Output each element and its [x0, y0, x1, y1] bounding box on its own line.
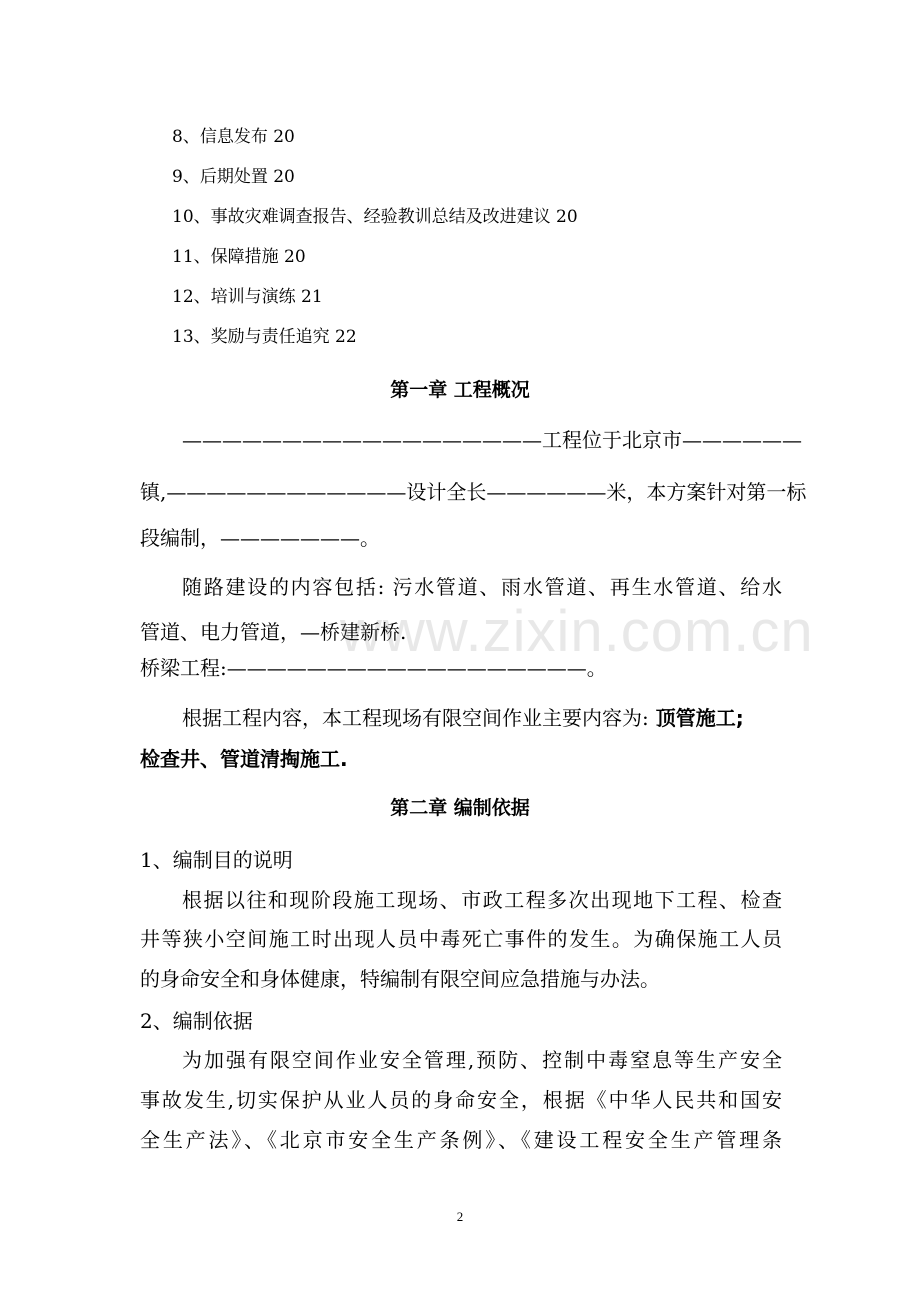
paragraph-line: 为加强有限空间作业安全管理,预防、控制中毒窒息等生产安全 [182, 1048, 782, 1072]
chapter-2-title: 第二章 编制依据 [390, 797, 530, 819]
paragraph-line: ——————————————————工程位于北京市—————— [182, 428, 802, 452]
paragraph-line: 管道、电力管道，—桥建新桥. [140, 620, 407, 644]
paragraph-line: 随路建设的内容包括: 污水管道、雨水管道、再生水管道、给水 [182, 575, 782, 599]
toc-item: 10、事故灾难调查报告、经验教训总结及改进建议 20 [172, 207, 578, 227]
chapter-1-title: 第一章 工程概况 [390, 379, 530, 401]
paragraph-line: 全生产法》、《北京市安全生产条例》、《建设工程安全生产管理条 [140, 1128, 782, 1152]
paragraph-line: 镇,————————————设计全长——————米，本方案针对第一标 [140, 480, 807, 504]
paragraph-line: 段编制，———————。 [140, 526, 380, 550]
highlighted-text: 顶管施工; [648, 706, 744, 730]
watermark: www.zixin.com.cn [340, 599, 814, 664]
paragraph-line: 的身命安全和身体健康，特编制有限空间应急措施与办法。 [140, 967, 660, 991]
paragraph-line: 桥梁工程:——————————————————。 [140, 656, 607, 680]
paragraph-line: 井等狭小空间施工时出现人员中毒死亡事件的发生。为确保施工人员 [140, 927, 782, 951]
paragraph-line [182, 705, 744, 731]
toc-item: 12、培训与演练 21 [172, 287, 323, 307]
toc-item: 9、后期处置 20 [172, 167, 295, 187]
paragraph-line: 根据以往和现阶段施工现场、市政工程多次出现地下工程、检查 [182, 888, 782, 912]
highlighted-text: 检查井、管道清掏施工. [140, 747, 348, 771]
paragraph-line: 事故发生,切实保护从业人员的身命安全，根据《中华人民共和国安 [140, 1088, 782, 1112]
section-title: 2、编制依据 [140, 1009, 253, 1033]
toc-item: 11、保障措施 20 [172, 247, 306, 267]
page-number: 2 [456, 1209, 464, 1224]
paragraph-text: 根据工程内容，本工程现场有限空间作业主要内容为: [182, 706, 649, 730]
toc-item: 8、信息发布 20 [172, 127, 295, 147]
toc-item: 13、奖励与责任追究 22 [172, 327, 357, 347]
section-title: 1、编制目的说明 [140, 848, 293, 872]
